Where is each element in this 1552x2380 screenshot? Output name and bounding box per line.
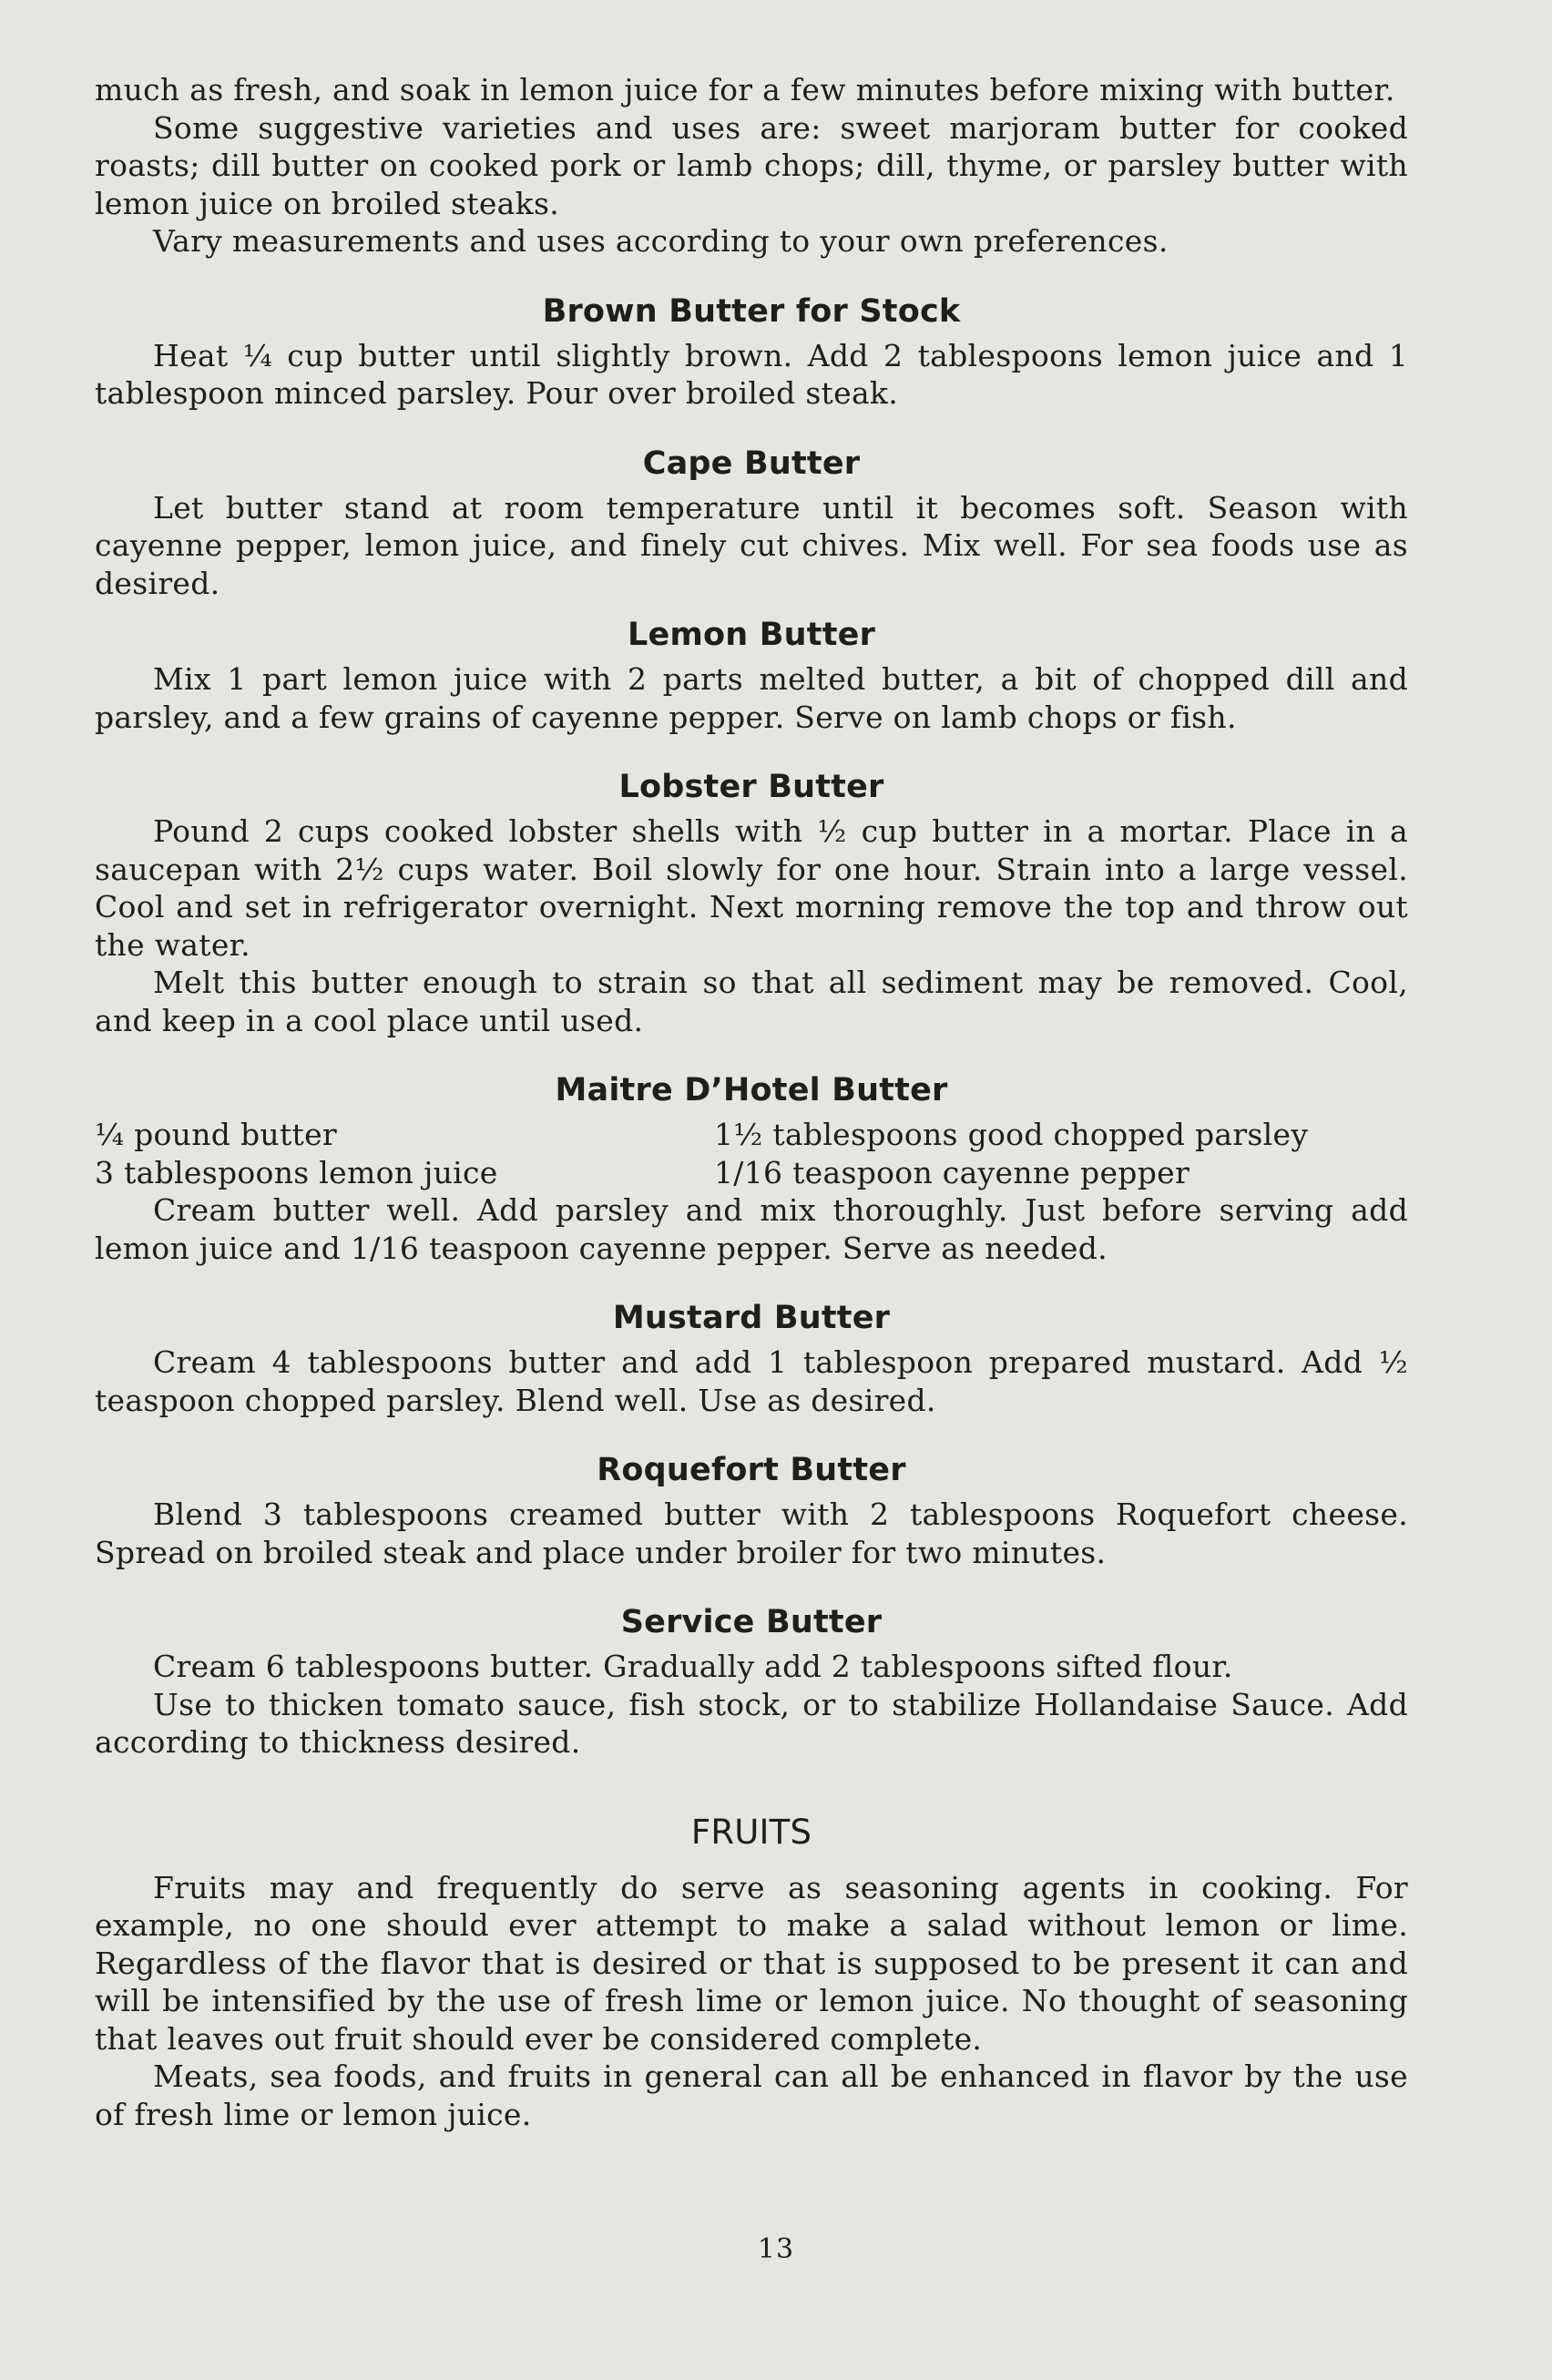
recipe-paragraph: Heat ¼ cup butter until slightly brown. Add 2 tablespoons lemon juice and 1 tablespoon minced parsley. Pour over broiled steak. — [95, 337, 1408, 411]
recipe-paragraph: Pound 2 cups cooked lobster shells with ½ cup butter in a mortar. Place in a saucepan with 2½ cups water. Boil slowly for one hour. Strain into a large vessel. Cool and set in refrigerator overnight. Next morning remove the top and throw out the water. — [95, 813, 1408, 963]
recipe-paragraph: Melt this butter enough to strain so that all sediment may be removed. Cool, and keep in a cool place until used. — [95, 965, 1408, 1038]
ingredient-item: 1½ tablespoons good chopped parsley — [714, 1117, 1309, 1152]
recipe-title-maitre-dhotel-butter: Maitre D’Hotel Butter — [555, 1072, 948, 1108]
recipe-title-roquefort-butter: Roquefort Butter — [597, 1452, 906, 1488]
ingredient-item: 3 tablespoons lemon juice — [95, 1154, 498, 1190]
intro-paragraph: Some suggestive varieties and uses are: sweet marjoram butter for cooked roasts; dill butter on cooked pork or lamb chops; dill, thyme, or parsley butter with lemon juice on broiled steaks. — [95, 109, 1408, 221]
recipe-title-service-butter: Service Butter — [620, 1604, 883, 1640]
section-paragraph: Meats, sea foods, and fruits in general can all be enhanced in flavor by the use of fresh lime or lemon juice. — [95, 2058, 1408, 2132]
recipe-paragraph: Cream 4 tablespoons butter and add 1 tablespoon prepared mustard. Add ½ teaspoon chopped parsley. Blend well. Use as desired. — [95, 1344, 1408, 1418]
page-number: 13 — [757, 2233, 795, 2265]
section-title-fruits: FRUITS — [690, 1812, 812, 1852]
recipe-title-cape-butter: Cape Butter — [642, 444, 861, 482]
ingredient-table — [95, 1116, 1408, 1191]
recipe-paragraph: Mix 1 part lemon juice with 2 parts melted butter, a bit of chopped dill and parsley, and a few grains of cayenne pepper. Serve on lamb chops or fish. — [95, 661, 1408, 735]
recipe-paragraph: Cream butter well. Add parsley and mix thoroughly. Just before serving add lemon juice and 1/16 teaspoon cayenne pepper. Serve as needed. — [95, 1192, 1408, 1266]
recipe-paragraph: Cream 6 tablespoons butter. Gradually add 2 tablespoons sifted flour. — [153, 1649, 1233, 1684]
section-paragraph: Fruits may and frequently do serve as seasoning agents in cooking. For example, no one should ever attempt to make a salad without lemon or lime. Regardless of the flavor that is desired or that is supposed to be present it can and will be intensified by the use of fresh lime or lemon juice. No thought of seasoning that leaves out fruit should ever be considered complete. — [95, 1869, 1408, 2057]
recipe-paragraph: Let butter stand at room temperature until it becomes soft. Season with cayenne pepper, lemon juice, and finely cut chives. Mix well. For sea foods use as desired. — [95, 489, 1408, 601]
recipe-title-brown-butter: Brown Butter for Stock — [542, 292, 961, 330]
recipe-paragraph: Use to thicken tomato sauce, fish stock, or to stabilize Hollandaise Sauce. Add according to thickness desired. — [95, 1686, 1408, 1760]
ingredient-item: ¼ pound butter — [95, 1117, 337, 1152]
recipe-title-lobster-butter: Lobster Butter — [618, 769, 884, 805]
recipe-title-mustard-butter: Mustard Butter — [612, 1300, 891, 1336]
intro-paragraph: Vary measurements and uses according to your own preferences. — [153, 223, 1169, 259]
ingredient-item: 1/16 teaspoon cayenne pepper — [714, 1154, 1190, 1190]
intro-paragraph: much as fresh, and soak in lemon juice for a few minutes before mixing with butter. — [95, 72, 1395, 107]
recipe-paragraph: Blend 3 tablespoons creamed butter with 2 tablespoons Roquefort cheese. Spread on broiled steak and place under broiler for two minutes. — [95, 1496, 1408, 1570]
recipe-title-lemon-butter: Lemon Butter — [627, 617, 876, 653]
